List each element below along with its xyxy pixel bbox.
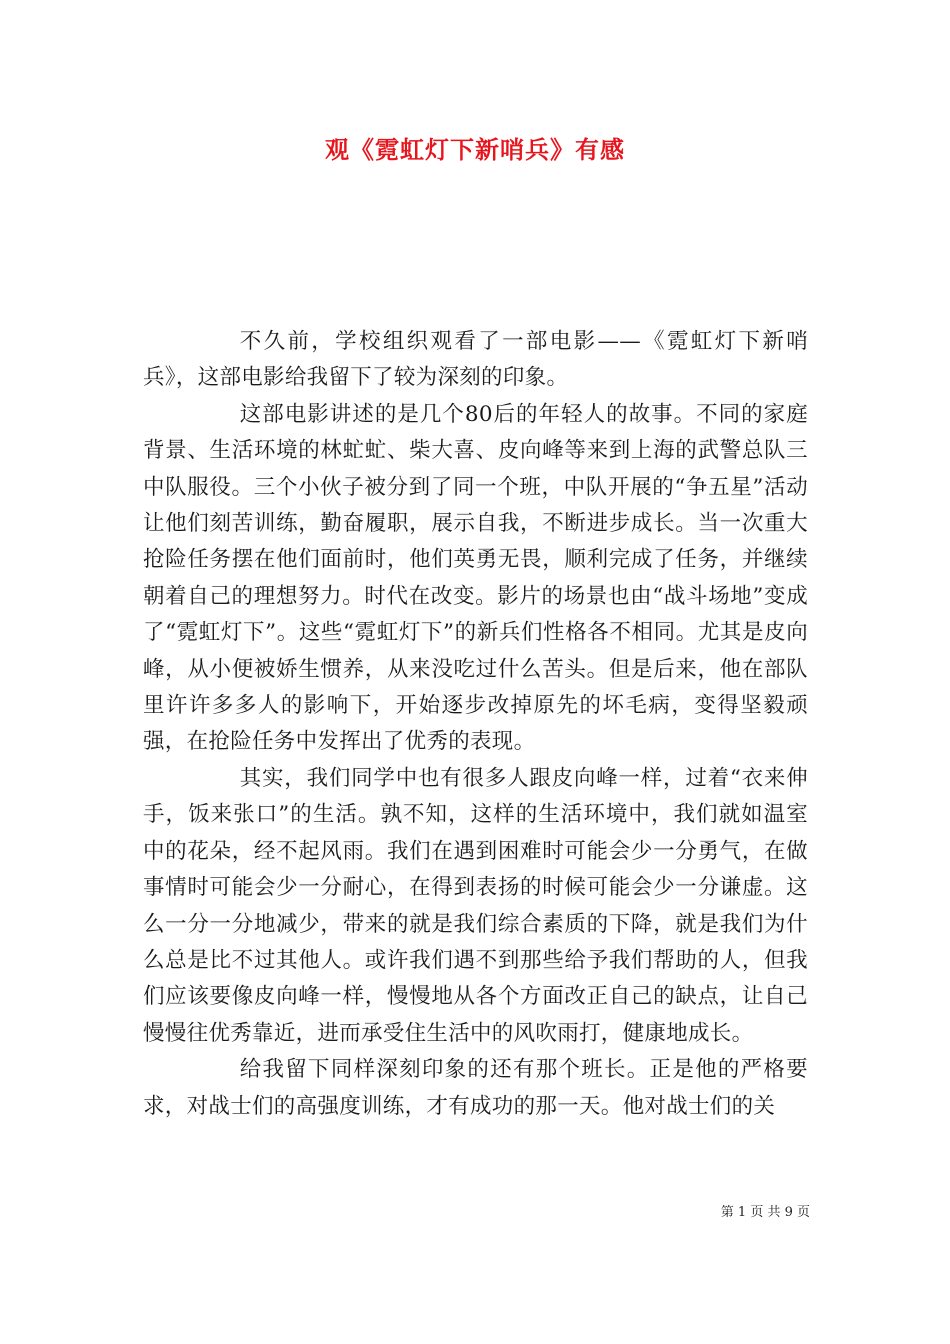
document-body xyxy=(143,324,808,1125)
paragraph: 其实，我们同学中也有很多人跟皮向峰一样，过着“衣来伸手，饭来张口”的生活。孰不知，这样的生活环境中，我们就如温室中的花朵，经不起风雨。我们在遇到困难时可能会少一分勇气，在做事情时可能会少一分耐心，在得到表扬的时候可能会少一分谦虚。这么一分一分地减少，带来的就是我们综合素质的下降，就是我们为什么总是比不过其他人。或许我们遇不到那些给予我们帮助的人，但我们应该要像皮向峰一样，慢慢地从各个方面改正自己的缺点，让自己慢慢往优秀靠近，进而承受住生活中的风吹雨打，健康地成长。 xyxy=(143,765,808,1046)
paragraph: 给我留下同样深刻印象的还有那个班长。正是他的严格要求，对战士们的高强度训练，才有成功的那一天。他对战士们的关 xyxy=(143,1057,808,1119)
page-number-footer: 第 1 页 共 9 页 xyxy=(720,1205,810,1220)
paragraph: 不久前，学校组织观看了一部电影——《霓虹灯下新哨兵》，这部电影给我留下了较为深刻的印象。 xyxy=(143,329,808,391)
document-title: 观《霓虹灯下新哨兵》有感 xyxy=(325,135,625,164)
paragraph: 这部电影讲述的是几个80后的年轻人的故事。不同的家庭背景、生活环境的林虻虻、柴大喜、皮向峰等来到上海的武警总队三中队服役。三个小伙子被分到了同一个班，中队开展的“争五星”活动让他们刻苦训练，勤奋履职，展示自我，不断进步成长。当一次重大抢险任务摆在他们面前时，他们英勇无畏，顺利完成了任务，并继续朝着自己的理想努力。时代在改变。影片的场景也由“战斗场地”变成了“霓虹灯下”。这些“霓虹灯下”的新兵们性格各不相同。尤其是皮向峰，从小便被娇生惯养，从来没吃过什么苦头。但是后来，他在部队里许许多多人的影响下，开始逐步改掉原先的坏毛病，变得坚毅顽强，在抢险任务中发挥出了优秀的表现。 xyxy=(143,401,808,755)
